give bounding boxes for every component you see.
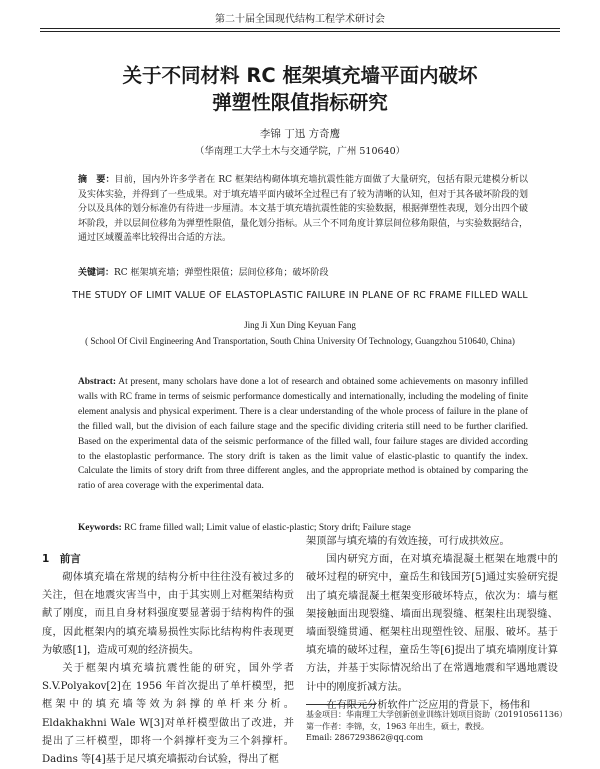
left-paragraph-1: 砌体填充墙在常规的结构分析中往往没有被过多的关注，但在地震灾害当中，由于其实则上对框架结构贡献了刚度，而且自身材料强度要显著弱于结构构件的强度，因此框架内的填充墙易损性实际比结构构件表现更为敏感[1]，造成可观的经济损失。: [42, 572, 294, 656]
section-heading: 1 前言: [42, 553, 81, 565]
paper-title: [40, 62, 560, 116]
right-paragraph-0: 架顶部与填充墙的有效连接，可行成拱效应。: [306, 536, 510, 547]
abstract-cn-label: 摘 要：: [78, 175, 115, 185]
abstract-cn-text: 目前，国内外许多学者在 RC 框架结构砌体填充墙抗震性能方面做了大量研究，包括有限元建模分析以及实体实验，并得到了一些成果。对于填充墙平面内破坏全过程已有了较为清晰的认知，但对于其各破坏阶段的划分以及具体的划分标准仍有待进一步厘清。本文基于填充墙抗震性能的实验数据，根据弹塑性表现，划分出四个破坏阶段，并以层间位移角为弹塑性限值，量化划分指标。从三个不同角度计算层间位移角限值，与实验数据结合，通过区域覆盖率比较得出合适的方法。: [78, 175, 529, 243]
left-column: [42, 550, 294, 769]
abstract-en-text: At present, many scholars have done a lot of research and obtained some achievements on masonry infilled walls with RC frame in terms of seismic performance domestically and internationally, including the modeling of finite element analysis and physical experiment. There is a clear understanding of the whole process of failure in the plane of the filled wall, but the division of each failure stage and the specific dividing criteria still need to be further clarified. Based on the experimental data of the seismic performance of the filled wall, four failure stages are divided according to the elastoplastic performance. The story drift is taken as the limit value of elastic-plastic to quantify the index. Calculate the limits of story drift from three different angles, and the appropriate method is obtained by comparing the ratio of area coverage with the experimental data.: [78, 377, 528, 492]
left-paragraph-2: 关于框架内填充墙抗震性能的研究，国外学者 S.V.Polyakov[2]在 1956 年首次提出了单杆模型，把框架中的填充墙等效为斜撑的单杆来分析。Eldakhakhni Wale W[3]对单杆模型做出了改进，并提出了三杆模型，即将一个斜撑杆变为三个斜撑杆。Dadins 等[4]基于足尺填充墙振动台试验，得出了框: [42, 663, 294, 766]
right-column: [306, 533, 558, 715]
abstract-en: [78, 375, 528, 494]
keywords-en-text: RC frame filled wall; Limit value of elastic-plastic; Story drift; Failure stage: [121, 523, 411, 533]
authors-en: Jing Ji Xun Ding Keyuan Fang: [244, 320, 356, 330]
running-header: 第二十届全国现代结构工程学术研讨会: [40, 10, 560, 29]
footnote-email: Email: 2867293862@qq.com: [306, 733, 424, 742]
keywords-cn-label: 关键词：: [78, 268, 115, 278]
authors-cn: 李锦 丁迅 方奇鹰: [259, 128, 341, 140]
footnote-funding: 基金项目：华南理工大学创新创业训练计划项目资助（201910561136）: [306, 710, 568, 719]
footnote-author: 第一作者：李锦，女，1963 年出生，硕士，教授。: [306, 721, 489, 731]
title-line-2: 弹塑性限值指标研究: [212, 91, 388, 114]
footnote: [306, 709, 566, 744]
footnote-divider: [306, 704, 376, 705]
abstract-cn: [78, 173, 528, 246]
title-line-1: 关于不同材料 RC 框架填充墙平面内破坏: [122, 64, 478, 87]
keywords-cn: [78, 265, 528, 278]
abstract-en-label: Abstract:: [78, 377, 117, 387]
english-title: THE STUDY OF LIMIT VALUE OF ELASTOPLASTIC FAILURE IN PLANE OF RC FRAME FILLED WALL: [72, 290, 528, 301]
affiliation-cn: （华南理工大学土木与交通学院，广州 510640）: [194, 146, 406, 157]
keywords-en-label: Keywords:: [78, 523, 122, 533]
right-paragraph-2: 在有限元分析软件广泛应用的背景下，杨伟和: [326, 699, 531, 711]
affiliation-en: ( School Of Civil Engineering And Transportation, South China University Of Technology, Guangzhou 510640, China): [85, 336, 515, 346]
keywords-en: [78, 523, 528, 533]
right-paragraph-1: 国内研究方面，在对填充墙混凝土框架在地震中的破坏过程的研究中，童岳生和钱国芳[5]通过实验研究提出了填充墙混凝土框架变形破坏特点，依次为：墙与框架接触面出现裂缝、墙面出现裂缝、框架柱出现裂缝、墙面裂缝贯通、框架柱出现塑性铰、屈服、破坏。基于填充墙的破坏过程，童岳生等[6]提出了填充墙刚度计算方法，并基于实际情况给出了在常遇地震和罕遇地震设计中的刚度折减方法。: [306, 554, 558, 693]
keywords-cn-text: RC 框架填充墙；弹塑性限值；层间位移角；破坏阶段: [114, 268, 329, 278]
